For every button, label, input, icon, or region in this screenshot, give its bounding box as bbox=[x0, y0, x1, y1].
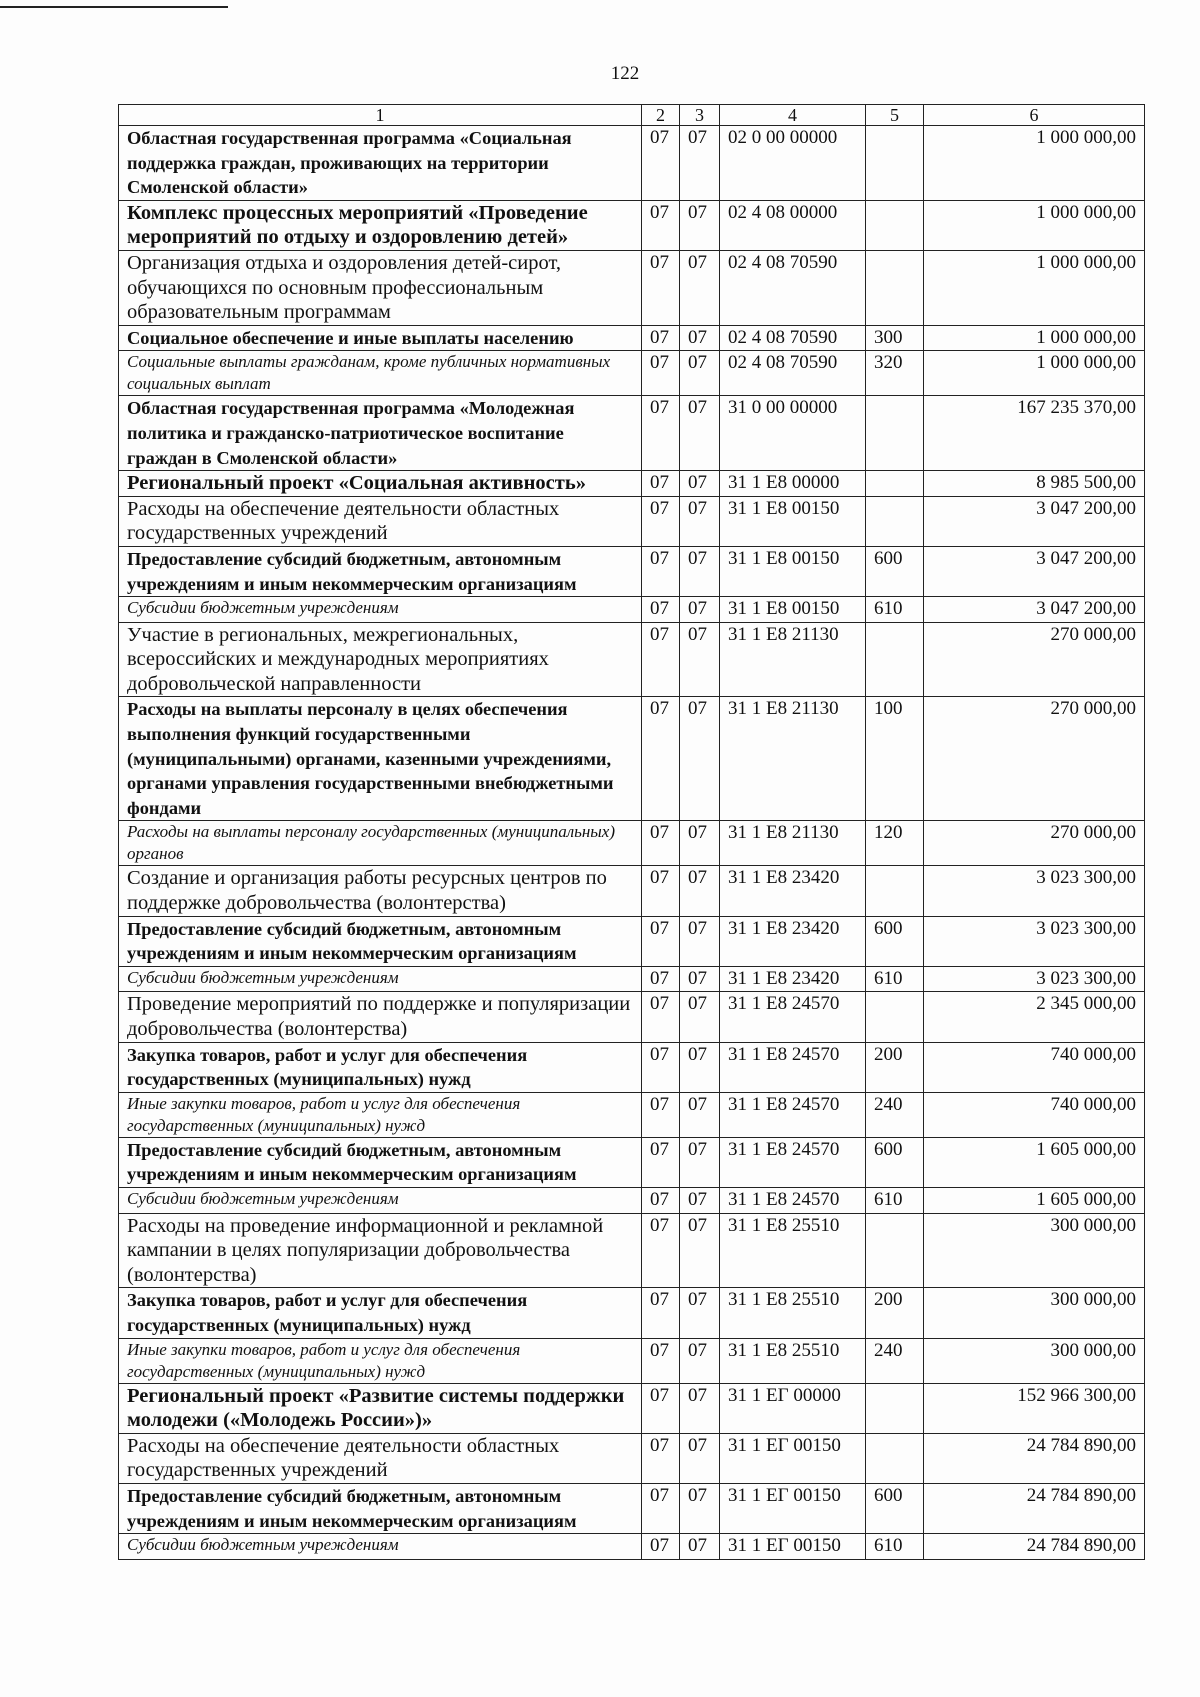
section-code: 07 bbox=[642, 1137, 680, 1187]
amount: 1 000 000,00 bbox=[924, 126, 1145, 201]
item-name: Закупка товаров, работ и услуг для обеспечения государственных (муниципальных) нужд bbox=[119, 1042, 642, 1092]
amount: 3 023 300,00 bbox=[924, 966, 1145, 992]
subsection-code: 07 bbox=[680, 1383, 720, 1433]
target-article-code: 31 1 E8 21130 bbox=[720, 622, 866, 697]
section-code: 07 bbox=[642, 1338, 680, 1383]
subsection-code: 07 bbox=[680, 126, 720, 201]
amount: 1 000 000,00 bbox=[924, 250, 1145, 325]
item-name: Иные закупки товаров, работ и услуг для обеспечения государственных (муниципальных) нужд bbox=[119, 1092, 642, 1137]
expense-type-code bbox=[866, 622, 924, 697]
expense-type-code: 610 bbox=[866, 597, 924, 623]
target-article-code: 31 1 E8 00150 bbox=[720, 597, 866, 623]
table-row bbox=[119, 1042, 1145, 1092]
section-code: 07 bbox=[642, 126, 680, 201]
table-row bbox=[119, 1213, 1145, 1288]
section-code: 07 bbox=[642, 1092, 680, 1137]
expense-type-code: 240 bbox=[866, 1092, 924, 1137]
expense-type-code bbox=[866, 250, 924, 325]
item-name: Расходы на обеспечение деятельности областных государственных учреждений bbox=[119, 1433, 642, 1483]
amount: 270 000,00 bbox=[924, 622, 1145, 697]
page-number: 122 bbox=[610, 63, 640, 84]
table-row bbox=[119, 1288, 1145, 1338]
section-code: 07 bbox=[642, 351, 680, 396]
table-row bbox=[119, 250, 1145, 325]
table-row bbox=[119, 821, 1145, 866]
expense-type-code bbox=[866, 471, 924, 497]
target-article-code: 31 1 E8 21130 bbox=[720, 697, 866, 821]
table-row bbox=[119, 471, 1145, 497]
item-name: Расходы на обеспечение деятельности областных государственных учреждений bbox=[119, 496, 642, 546]
expense-type-code: 100 bbox=[866, 697, 924, 821]
amount: 8 985 500,00 bbox=[924, 471, 1145, 497]
table-row bbox=[119, 1433, 1145, 1483]
expense-type-code: 600 bbox=[866, 1137, 924, 1187]
amount: 3 023 300,00 bbox=[924, 866, 1145, 916]
item-name: Субсидии бюджетным учреждениям bbox=[119, 1187, 642, 1213]
target-article-code: 31 1 E8 23420 bbox=[720, 916, 866, 966]
subsection-code: 07 bbox=[680, 597, 720, 623]
section-code: 07 bbox=[642, 1483, 680, 1533]
expense-type-code bbox=[866, 126, 924, 201]
corner-line bbox=[0, 6, 228, 8]
item-name: Закупка товаров, работ и услуг для обеспечения государственных (муниципальных) нужд bbox=[119, 1288, 642, 1338]
subsection-code: 07 bbox=[680, 471, 720, 497]
amount: 167 235 370,00 bbox=[924, 396, 1145, 471]
subsection-code: 07 bbox=[680, 1433, 720, 1483]
item-name: Областная государственная программа «Молодежная политика и гражданско-патриотическое воспитание граждан в Смоленской области» bbox=[119, 396, 642, 471]
item-name: Предоставление субсидий бюджетным, автономным учреждениям и иным некоммерческим организациям bbox=[119, 546, 642, 596]
item-name: Региональный проект «Социальная активность» bbox=[119, 471, 642, 497]
section-code: 07 bbox=[642, 821, 680, 866]
table-row bbox=[119, 1092, 1145, 1137]
subsection-code: 07 bbox=[680, 916, 720, 966]
subsection-code: 07 bbox=[680, 546, 720, 596]
table-row bbox=[119, 546, 1145, 596]
target-article-code: 31 1 E8 23420 bbox=[720, 866, 866, 916]
expense-type-code bbox=[866, 992, 924, 1042]
target-article-code: 31 1 E8 21130 bbox=[720, 821, 866, 866]
section-code: 07 bbox=[642, 200, 680, 250]
expense-type-code bbox=[866, 200, 924, 250]
amount: 740 000,00 bbox=[924, 1092, 1145, 1137]
expense-type-code: 610 bbox=[866, 966, 924, 992]
item-name: Иные закупки товаров, работ и услуг для обеспечения государственных (муниципальных) нужд bbox=[119, 1338, 642, 1383]
target-article-code: 31 1 E8 00000 bbox=[720, 471, 866, 497]
expense-type-code: 610 bbox=[866, 1534, 924, 1560]
table-row bbox=[119, 1137, 1145, 1187]
subsection-code: 07 bbox=[680, 1187, 720, 1213]
expense-type-code: 600 bbox=[866, 1483, 924, 1533]
subsection-code: 07 bbox=[680, 1137, 720, 1187]
target-article-code: 31 1 E8 25510 bbox=[720, 1213, 866, 1288]
table-row bbox=[119, 1534, 1145, 1560]
item-name: Организация отдыха и оздоровления детей-сирот, обучающихся по основным профессиональным образовательным программам bbox=[119, 250, 642, 325]
header-cell: 1 bbox=[119, 105, 642, 126]
section-code: 07 bbox=[642, 1433, 680, 1483]
item-name: Областная государственная программа «Социальная поддержка граждан, проживающих на территории Смоленской области» bbox=[119, 126, 642, 201]
target-article-code: 02 0 00 00000 bbox=[720, 126, 866, 201]
table-row bbox=[119, 200, 1145, 250]
expense-type-code bbox=[866, 1213, 924, 1288]
item-name: Комплекс процессных мероприятий «Проведение мероприятий по отдыху и оздоровлению детей» bbox=[119, 200, 642, 250]
expense-type-code: 610 bbox=[866, 1187, 924, 1213]
target-article-code: 31 1 E8 24570 bbox=[720, 1137, 866, 1187]
header-cell: 2 bbox=[642, 105, 680, 126]
target-article-code: 31 1 ЕГ 00150 bbox=[720, 1433, 866, 1483]
target-article-code: 31 1 E8 24570 bbox=[720, 1042, 866, 1092]
subsection-code: 07 bbox=[680, 1092, 720, 1137]
subsection-code: 07 bbox=[680, 351, 720, 396]
subsection-code: 07 bbox=[680, 1042, 720, 1092]
amount: 740 000,00 bbox=[924, 1042, 1145, 1092]
subsection-code: 07 bbox=[680, 821, 720, 866]
section-code: 07 bbox=[642, 325, 680, 351]
amount: 1 000 000,00 bbox=[924, 325, 1145, 351]
section-code: 07 bbox=[642, 250, 680, 325]
expense-type-code: 200 bbox=[866, 1042, 924, 1092]
subsection-code: 07 bbox=[680, 992, 720, 1042]
table-row bbox=[119, 126, 1145, 201]
section-code: 07 bbox=[642, 597, 680, 623]
header-cell: 3 bbox=[680, 105, 720, 126]
table-row bbox=[119, 1383, 1145, 1433]
table-row bbox=[119, 916, 1145, 966]
amount: 24 784 890,00 bbox=[924, 1483, 1145, 1533]
expense-type-code: 600 bbox=[866, 916, 924, 966]
subsection-code: 07 bbox=[680, 1534, 720, 1560]
target-article-code: 31 1 E8 25510 bbox=[720, 1288, 866, 1338]
item-name: Региональный проект «Развитие системы поддержки молодежи («Молодежь России»)» bbox=[119, 1383, 642, 1433]
subsection-code: 07 bbox=[680, 396, 720, 471]
section-code: 07 bbox=[642, 471, 680, 497]
target-article-code: 31 1 ЕГ 00150 bbox=[720, 1534, 866, 1560]
target-article-code: 31 1 ЕГ 00000 bbox=[720, 1383, 866, 1433]
item-name: Субсидии бюджетным учреждениям bbox=[119, 1534, 642, 1560]
expense-type-code: 240 bbox=[866, 1338, 924, 1383]
item-name: Социальное обеспечение и иные выплаты населению bbox=[119, 325, 642, 351]
subsection-code: 07 bbox=[680, 325, 720, 351]
table-row bbox=[119, 496, 1145, 546]
amount: 24 784 890,00 bbox=[924, 1433, 1145, 1483]
table-row bbox=[119, 1338, 1145, 1383]
target-article-code: 31 1 E8 24570 bbox=[720, 1092, 866, 1137]
table-row bbox=[119, 992, 1145, 1042]
table-row bbox=[119, 351, 1145, 396]
target-article-code: 31 1 E8 24570 bbox=[720, 1187, 866, 1213]
amount: 270 000,00 bbox=[924, 697, 1145, 821]
subsection-code: 07 bbox=[680, 200, 720, 250]
header-cell: 4 bbox=[720, 105, 866, 126]
table-row bbox=[119, 697, 1145, 821]
amount: 270 000,00 bbox=[924, 821, 1145, 866]
item-name: Субсидии бюджетным учреждениям bbox=[119, 597, 642, 623]
table-row bbox=[119, 622, 1145, 697]
expense-type-code bbox=[866, 1433, 924, 1483]
amount: 1 000 000,00 bbox=[924, 200, 1145, 250]
section-code: 07 bbox=[642, 866, 680, 916]
item-name: Проведение мероприятий по поддержке и популяризации добровольчества (волонтерства) bbox=[119, 992, 642, 1042]
subsection-code: 07 bbox=[680, 250, 720, 325]
item-name: Расходы на проведение информационной и рекламной кампании в целях популяризации добровольчества (волонтерства) bbox=[119, 1213, 642, 1288]
section-code: 07 bbox=[642, 1383, 680, 1433]
section-code: 07 bbox=[642, 1187, 680, 1213]
section-code: 07 bbox=[642, 546, 680, 596]
item-name: Создание и организация работы ресурсных центров по поддержке добровольчества (волонтерства) bbox=[119, 866, 642, 916]
section-code: 07 bbox=[642, 496, 680, 546]
amount: 2 345 000,00 bbox=[924, 992, 1145, 1042]
expense-type-code: 600 bbox=[866, 546, 924, 596]
section-code: 07 bbox=[642, 396, 680, 471]
expense-type-code bbox=[866, 866, 924, 916]
expense-type-code bbox=[866, 496, 924, 546]
subsection-code: 07 bbox=[680, 1338, 720, 1383]
expense-type-code bbox=[866, 1383, 924, 1433]
section-code: 07 bbox=[642, 1534, 680, 1560]
item-name: Расходы на выплаты персоналу государственных (муниципальных) органов bbox=[119, 821, 642, 866]
expense-type-code bbox=[866, 396, 924, 471]
amount: 1 000 000,00 bbox=[924, 351, 1145, 396]
item-name: Расходы на выплаты персоналу в целях обеспечения выполнения функций государственными (муниципальными) органами, казенными учреждениями, органами управления государственными внебюджетными фондами bbox=[119, 697, 642, 821]
table-row bbox=[119, 966, 1145, 992]
expense-type-code: 300 bbox=[866, 325, 924, 351]
section-code: 07 bbox=[642, 992, 680, 1042]
target-article-code: 31 1 ЕГ 00150 bbox=[720, 1483, 866, 1533]
target-article-code: 31 1 E8 24570 bbox=[720, 992, 866, 1042]
table-row bbox=[119, 597, 1145, 623]
section-code: 07 bbox=[642, 1042, 680, 1092]
subsection-code: 07 bbox=[680, 1213, 720, 1288]
subsection-code: 07 bbox=[680, 966, 720, 992]
subsection-code: 07 bbox=[680, 1483, 720, 1533]
header-row bbox=[119, 105, 1145, 126]
amount: 1 605 000,00 bbox=[924, 1187, 1145, 1213]
target-article-code: 31 0 00 00000 bbox=[720, 396, 866, 471]
header-cell: 6 bbox=[924, 105, 1145, 126]
subsection-code: 07 bbox=[680, 1288, 720, 1338]
target-article-code: 31 1 E8 25510 bbox=[720, 1338, 866, 1383]
amount: 24 784 890,00 bbox=[924, 1534, 1145, 1560]
target-article-code: 02 4 08 00000 bbox=[720, 200, 866, 250]
amount: 300 000,00 bbox=[924, 1213, 1145, 1288]
table-row bbox=[119, 866, 1145, 916]
target-article-code: 02 4 08 70590 bbox=[720, 351, 866, 396]
section-code: 07 bbox=[642, 697, 680, 821]
table-row bbox=[119, 1483, 1145, 1533]
amount: 1 605 000,00 bbox=[924, 1137, 1145, 1187]
expense-type-code: 200 bbox=[866, 1288, 924, 1338]
item-name: Предоставление субсидий бюджетным, автономным учреждениям и иным некоммерческим организациям bbox=[119, 916, 642, 966]
item-name: Субсидии бюджетным учреждениям bbox=[119, 966, 642, 992]
item-name: Участие в региональных, межрегиональных, всероссийских и международных мероприятиях добровольческой направленности bbox=[119, 622, 642, 697]
amount: 3 047 200,00 bbox=[924, 496, 1145, 546]
target-article-code: 02 4 08 70590 bbox=[720, 250, 866, 325]
expense-type-code: 320 bbox=[866, 351, 924, 396]
section-code: 07 bbox=[642, 622, 680, 697]
table-row bbox=[119, 1187, 1145, 1213]
section-code: 07 bbox=[642, 1288, 680, 1338]
amount: 3 023 300,00 bbox=[924, 916, 1145, 966]
amount: 300 000,00 bbox=[924, 1338, 1145, 1383]
item-name: Предоставление субсидий бюджетным, автономным учреждениям и иным некоммерческим организациям bbox=[119, 1137, 642, 1187]
item-name: Социальные выплаты гражданам, кроме публичных нормативных социальных выплат bbox=[119, 351, 642, 396]
target-article-code: 02 4 08 70590 bbox=[720, 325, 866, 351]
table-row bbox=[119, 325, 1145, 351]
subsection-code: 07 bbox=[680, 496, 720, 546]
amount: 152 966 300,00 bbox=[924, 1383, 1145, 1433]
target-article-code: 31 1 E8 00150 bbox=[720, 546, 866, 596]
subsection-code: 07 bbox=[680, 866, 720, 916]
table-row bbox=[119, 396, 1145, 471]
item-name: Предоставление субсидий бюджетным, автономным учреждениям и иным некоммерческим организациям bbox=[119, 1483, 642, 1533]
header-cell: 5 bbox=[866, 105, 924, 126]
subsection-code: 07 bbox=[680, 622, 720, 697]
target-article-code: 31 1 E8 23420 bbox=[720, 966, 866, 992]
expense-type-code: 120 bbox=[866, 821, 924, 866]
amount: 3 047 200,00 bbox=[924, 546, 1145, 596]
amount: 300 000,00 bbox=[924, 1288, 1145, 1338]
section-code: 07 bbox=[642, 916, 680, 966]
subsection-code: 07 bbox=[680, 697, 720, 821]
budget-table bbox=[118, 104, 1145, 1560]
target-article-code: 31 1 E8 00150 bbox=[720, 496, 866, 546]
amount: 3 047 200,00 bbox=[924, 597, 1145, 623]
section-code: 07 bbox=[642, 1213, 680, 1288]
section-code: 07 bbox=[642, 966, 680, 992]
